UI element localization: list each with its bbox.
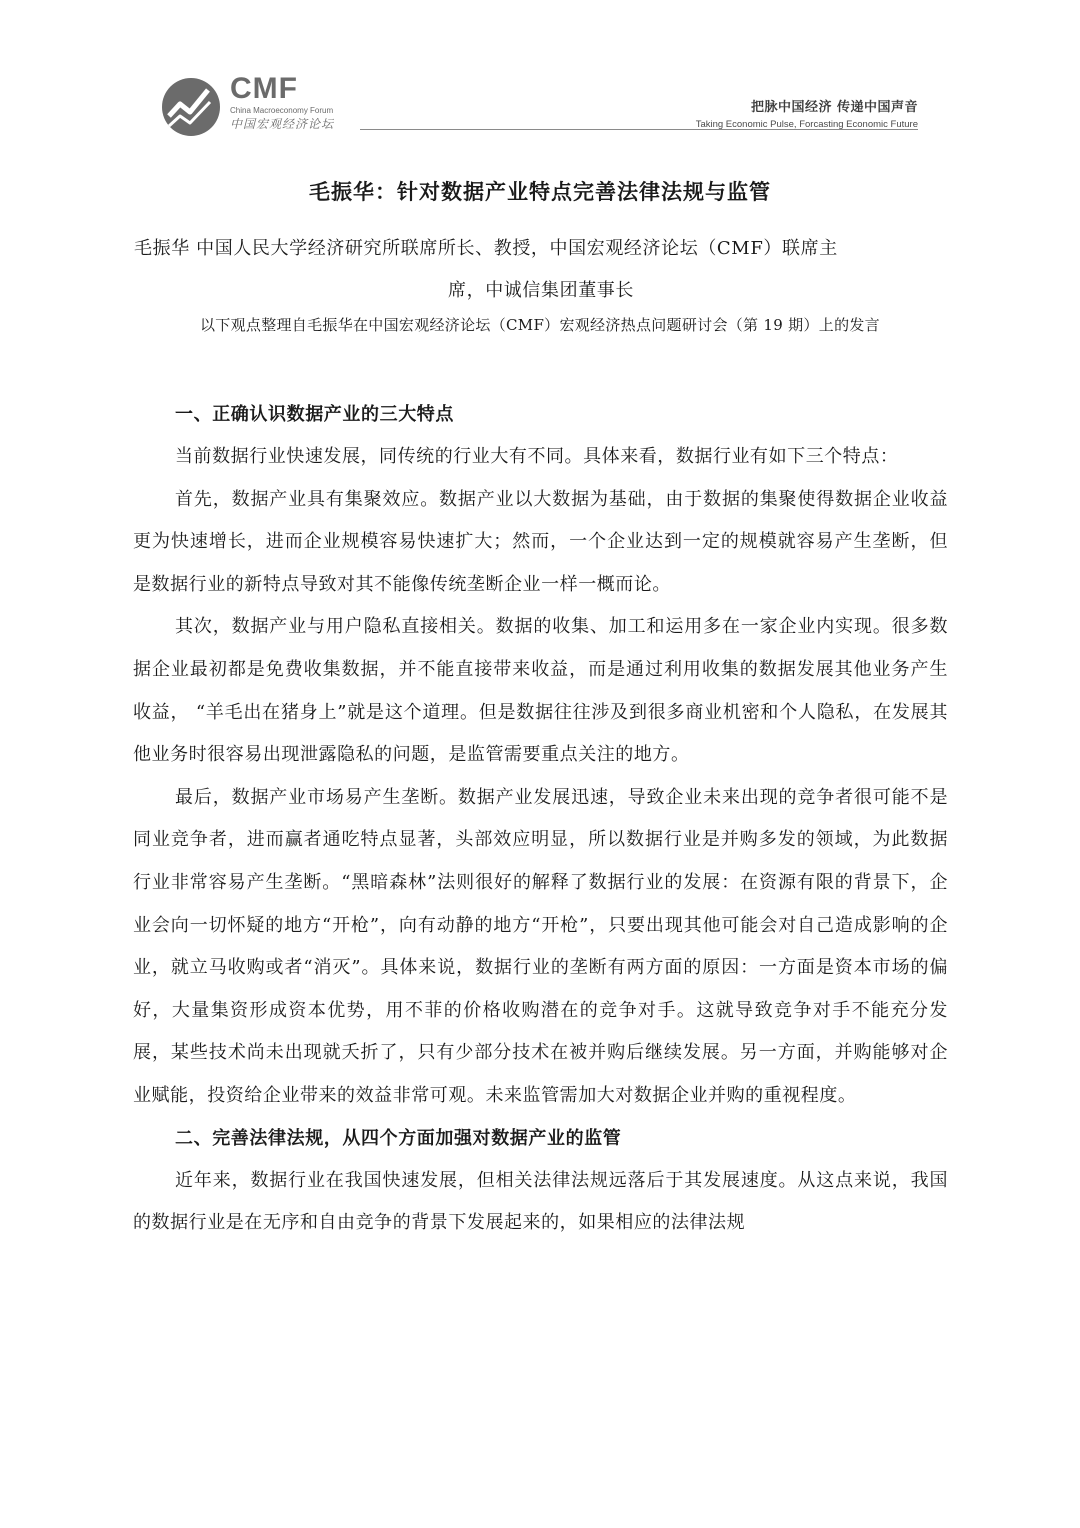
slogan-chinese: 把脉中国经济 传递中国声音 bbox=[750, 100, 918, 115]
author-info bbox=[134, 228, 948, 312]
logo-english: China Macroeconomy Forum bbox=[230, 106, 334, 115]
author-line-2: 席，中诚信集团董事长 bbox=[448, 280, 634, 301]
paragraph: 首先，数据产业具有集聚效应。数据产业以大数据为基础，由于数据的集聚使得数据企业收益更为快速增长，进而企业规模容易快速扩大；然而，一个企业达到一定的规模就容易产生垄断，但是数据行业的新特点导致对其不能像传统垄断企业一样一概而论。 bbox=[133, 488, 948, 595]
paragraph: 当前数据行业快速发展，同传统的行业大有不同。具体来看，数据行业有如下三个特点： bbox=[175, 446, 899, 467]
logo-chinese: 中国宏观经济论坛 bbox=[230, 117, 335, 131]
paragraph: 最后，数据产业市场易产生垄断。数据产业发展迅速，导致企业未来出现的竞争者很可能不是同业竞争者，进而赢者通吃特点显著，头部效应明显，所以数据行业是并购多发的领域，为此数据行业非常容易产生垄断。“黑暗森林”法则很好的解释了数据行业的发展：在资源有限的背景下，企业会向一切怀疑的地方“开枪”，向有动静的地方“开枪”，只要出现其他可能会对自己造成影响的企业，就立马收购或者“消灭”。具体来说，数据行业的垄断有两方面的原因：一方面是资本市场的偏好，大量集资形成资本优势，用不菲的价格收购潜在的竞争对手。这就导致竞争对手不能充分发展，某些技术尚未出现就夭折了，只有少部分技术在被并购后继续发展。另一方面，并购能够对企业赋能，投资给企业带来的效益非常可观。未来监管需加大对数据企业并购的重视程度。 bbox=[133, 786, 948, 1106]
logo-wordmark bbox=[230, 74, 334, 132]
logo-abbr: CMF bbox=[230, 72, 298, 105]
slogan-english: Taking Economic Pulse, Forcasting Economic Future bbox=[695, 119, 918, 130]
section-heading-1: 一、正确认识数据产业的三大特点 bbox=[175, 404, 454, 425]
header-slogan bbox=[696, 96, 918, 130]
page-header bbox=[160, 66, 920, 146]
section-heading-2: 二、完善法律法规，从四个方面加强对数据产业的监管 bbox=[175, 1127, 622, 1149]
paragraph: 近年来，数据行业在我国快速发展，但相关法律法规远落后于其发展速度。从这点来说，我国的数据行业是在无序和自由竞争的背景下发展起来的，如果相应的法律法规 bbox=[133, 1169, 948, 1234]
source-note: 以下观点整理自毛振华在中国宏观经济论坛（CMF）宏观经济热点问题研讨会（第 19 期）上的发言 bbox=[200, 316, 880, 334]
author-line-1: 毛振华 中国人民大学经济研究所联席所长、教授，中国宏观经济论坛（CMF）联席主 bbox=[134, 238, 838, 259]
paragraph: 其次，数据产业与用户隐私直接相关。数据的收集、加工和运用多在一家企业内实现。很多数据企业最初都是免费收集数据，并不能直接带来收益，而是通过利用收集的数据发展其他业务产生收益， “羊毛出在猪身上”就是这个道理。但是数据往往涉及到很多商业机密和个人隐私，在发展其他业务时很容易出现泄露隐私的问题，是监管需要重点关注的地方。 bbox=[133, 616, 948, 766]
cmf-logo-icon bbox=[160, 76, 222, 138]
article-body bbox=[133, 394, 948, 1245]
article-title: 毛振华：针对数据产业特点完善法律法规与监管 bbox=[309, 180, 771, 204]
